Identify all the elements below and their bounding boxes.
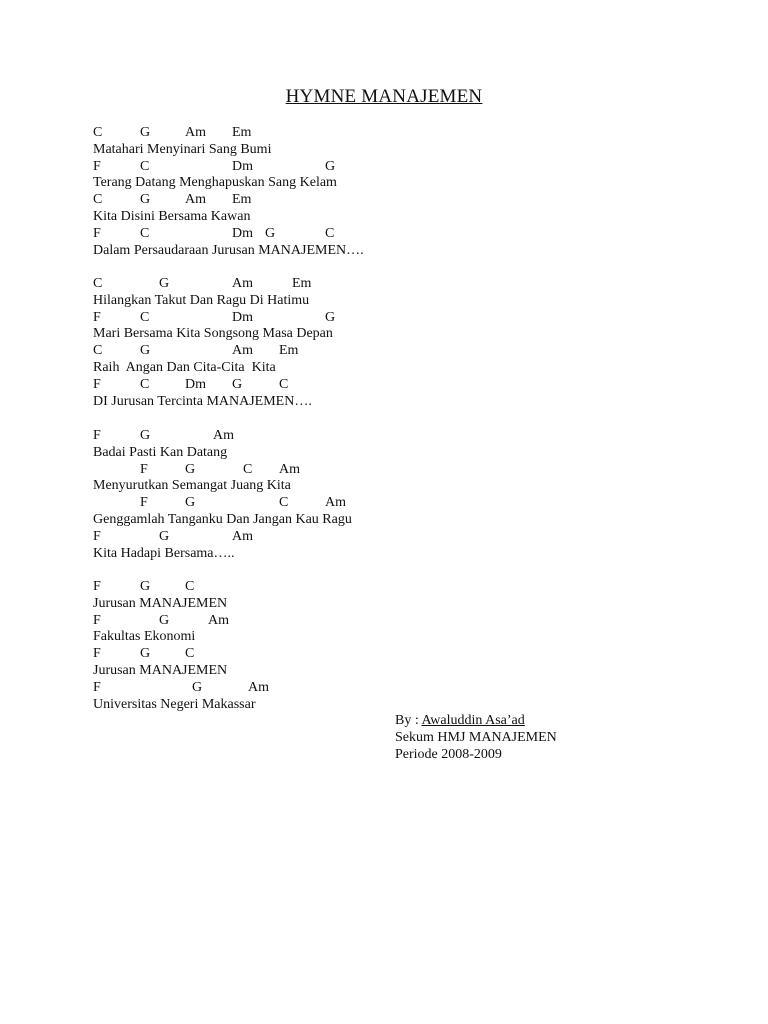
chord: C [185, 646, 195, 662]
chord-row [93, 495, 693, 512]
author-credit [395, 713, 557, 763]
chord-row [93, 428, 693, 445]
lyric-line: Terang Datang Menghapuskan Sang Kelam [93, 175, 337, 191]
chord: Dm [232, 158, 253, 174]
chord: C [140, 376, 150, 392]
chord: Em [279, 343, 299, 359]
chord-row [93, 646, 693, 663]
chord-row [93, 310, 693, 327]
chord: F [93, 679, 101, 695]
chord-row [93, 680, 693, 697]
chord: Am [185, 192, 206, 208]
chord: G [140, 343, 151, 359]
chord-row [93, 192, 693, 209]
chord: C [93, 192, 103, 208]
chord: G [159, 528, 170, 544]
chord-row [93, 159, 693, 176]
chord: G [140, 579, 151, 594]
chord: C [185, 579, 195, 594]
chord: C [279, 376, 289, 392]
chord: F [93, 428, 101, 443]
chord: G [159, 276, 170, 291]
chord: Am [185, 125, 206, 140]
chord-row [93, 343, 693, 360]
chord: G [265, 225, 276, 241]
chord: Dm [185, 376, 206, 392]
lyric-line: Kita Disini Bersama Kawan [93, 208, 251, 224]
lyric-line: Jurusan MANAJEMEN [93, 595, 228, 611]
credit-position: Sekum HMJ MANAJEMEN [395, 729, 557, 745]
chord: C [93, 276, 103, 291]
lyric-line: Raih Angan Dan Cita-Cita Kita [93, 359, 276, 375]
verse [93, 579, 693, 713]
lyric-line: Hilangkan Takut Dan Ragu Di Hatimu [93, 292, 310, 308]
chord: F [93, 612, 101, 628]
chord: C [279, 495, 289, 511]
lyric-line: Jurusan MANAJEMEN [93, 662, 228, 678]
chord: C [140, 309, 150, 325]
chord: G [185, 495, 196, 511]
chord: G [185, 461, 196, 477]
lyric-line: DI Jurusan Tercinta MANAJEMEN…. [93, 393, 312, 409]
lyric-line: Dalam Persaudaraan Jurusan MANAJEMEN…. [93, 242, 364, 258]
lyric-line: Badai Pasti Kan Datang [93, 444, 228, 460]
chord-row [93, 276, 693, 293]
credit-period: Periode 2008-2009 [395, 746, 502, 762]
chord: F [140, 495, 148, 511]
chord: Am [213, 428, 234, 443]
credit-by-label: By : [395, 713, 422, 728]
chord: C [140, 158, 150, 174]
chord: G [232, 376, 243, 392]
chord: F [93, 579, 101, 594]
chord-row [93, 529, 693, 546]
chord: Dm [232, 309, 253, 325]
chord: Am [232, 276, 253, 291]
chord: Dm [232, 225, 253, 241]
chord-row [93, 377, 693, 394]
lyric-line: Kita Hadapi Bersama….. [93, 545, 235, 561]
chord: F [140, 461, 148, 477]
chord: F [93, 225, 101, 241]
chord: Am [279, 461, 300, 477]
chord: F [93, 158, 101, 174]
chord: C [93, 343, 103, 359]
chord: G [140, 428, 151, 443]
lyric-line: Menyurutkan Semangat Juang Kita [93, 478, 291, 494]
lyric-line: Matahari Menyinari Sang Bumi [93, 141, 272, 157]
chord: Am [208, 612, 229, 628]
chord: F [93, 309, 101, 325]
chord: F [93, 528, 101, 544]
chord-row [93, 226, 693, 243]
chord-row [93, 125, 693, 142]
chord: G [159, 612, 170, 628]
chord-row [93, 613, 693, 630]
chord: Am [232, 528, 253, 544]
chord: G [325, 158, 336, 174]
chord: C [140, 225, 150, 241]
credit-by-line [395, 713, 557, 730]
chord: G [140, 646, 151, 662]
lyric-line: Mari Bersama Kita Songsong Masa Depan [93, 326, 333, 342]
chord: G [192, 679, 203, 695]
lyric-line: Universitas Negeri Makassar [93, 696, 256, 712]
chord: Am [325, 495, 346, 511]
lyric-line: Fakultas Ekonomi [93, 629, 196, 645]
chord: C [93, 125, 103, 140]
verse [93, 276, 693, 410]
chord: F [93, 376, 101, 392]
chord: G [140, 125, 151, 140]
chord-row [93, 462, 693, 479]
chord: Em [232, 192, 252, 208]
chord-row [93, 579, 693, 596]
song-title: HYMNE MANAJEMEN [285, 86, 483, 107]
chord: F [93, 646, 101, 662]
chord: Em [292, 276, 312, 291]
chord: Am [232, 343, 253, 359]
chord: G [325, 309, 336, 325]
credit-author: Awaluddin Asa’ad [421, 713, 525, 728]
chord: Am [248, 679, 269, 695]
verse [93, 125, 693, 259]
chord: G [140, 192, 151, 208]
lyric-line: Genggamlah Tanganku Dan Jangan Kau Ragu [93, 511, 352, 527]
chord: C [325, 225, 335, 241]
chord: Em [232, 125, 252, 140]
verse [93, 428, 693, 562]
chord: C [243, 461, 253, 477]
